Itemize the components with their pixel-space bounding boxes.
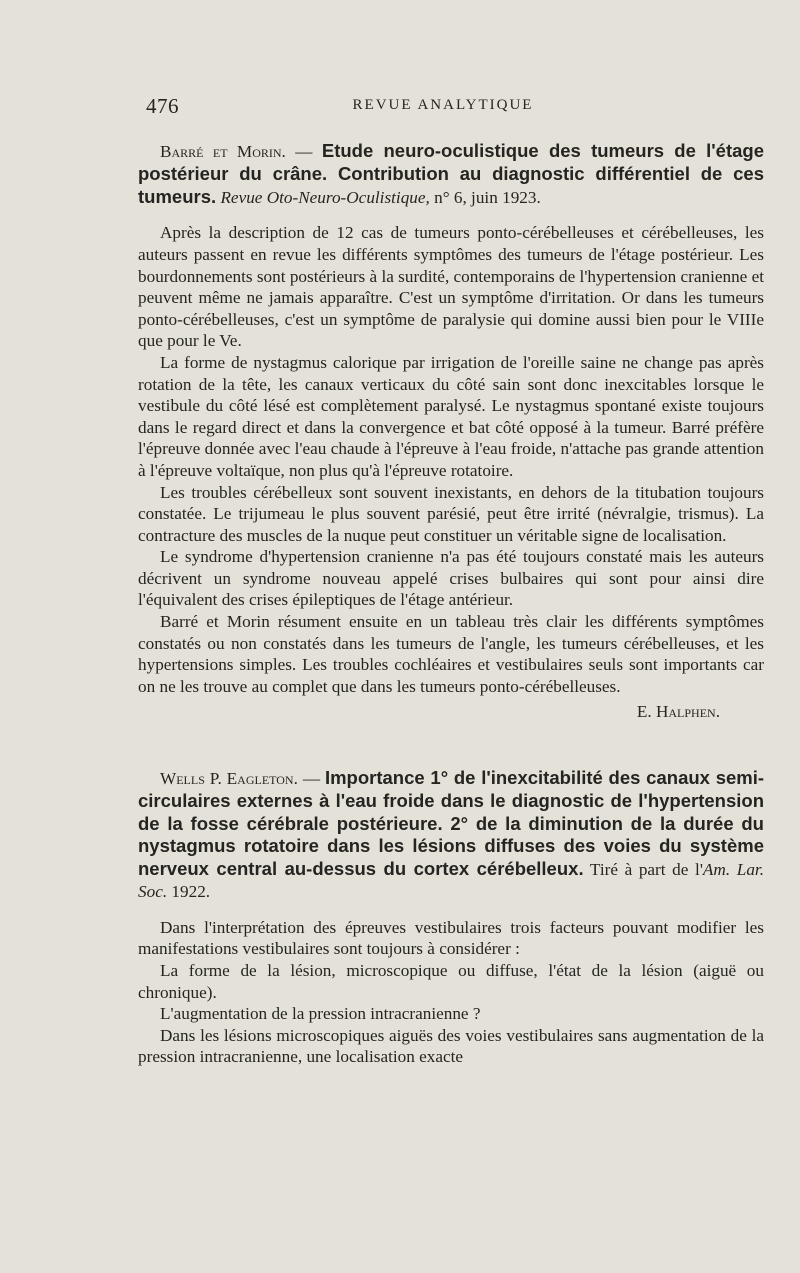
article-1-paragraph: Barré et Morin résument ensuite en un tableau très clair les différents symptômes constatés ou non constatés dans les tumeurs de l'angle, les tumeurs cérébelleuses, et les hypertensions simples. Les troubles cochléaires et vestibulaires seuls sont importants car on ne les trouve au complet que dans les tumeurs ponto-cérébelleuses. xyxy=(138,612,764,696)
article-2-paragraph: La forme de la lésion, microscopique ou diffuse, l'état de la lésion (aiguë ou chronique). xyxy=(138,961,764,1002)
running-title: REVUE ANALYTIQUE xyxy=(352,97,534,113)
page-header xyxy=(146,94,740,118)
article-2-paragraph: Dans les lésions microscopiques aiguës des voies vestibulaires sans augmentation de la pression intracranienne, une localisation exacte xyxy=(138,1025,764,1067)
article-2-dash: — xyxy=(302,769,321,789)
article-2-title: Importance 1° de l'inexcitabilité des canaux semi-circulaires externes à l'eau froide dans le diagnostic de l'hypertension de la fosse cérébrale postérieure. 2° de la diminution de la durée du nystagmus rotatoire dans les lésions diffuses des voies du système nerveux central au-dessus du cortex cérébelleux. xyxy=(138,767,765,880)
article-2-reference xyxy=(138,767,764,903)
article-1-paragraph: Le syndrome d'hypertension cranienne n'a pas été toujours constaté mais les auteurs décrivent un syndrome nouveau appelé crises bulbaires qui sont pour ainsi dire l'équivalent des crises épileptiques de l'étage antérieur. xyxy=(138,547,764,610)
article-1-details: n° 6, juin 1923. xyxy=(434,187,541,207)
article-1-authors: Barré et Morin. xyxy=(160,142,286,161)
article-1-dash: — xyxy=(295,142,313,161)
page-number: 476 xyxy=(146,94,179,118)
article-1-paragraph: Les troubles cérébelleux sont souvent inexistants, en dehors de la titubation toujours constatée. Le trijumeau le plus souvent parésié, peut être irrité (névralgie, trismus). La contracture des muscles de la nuque peut constituer un véritable signe de localisation. xyxy=(138,482,764,545)
article-1-journal: Revue Oto-Neuro-Oculistique, xyxy=(220,187,430,207)
article-2-paragraph: Dans l'interprétation des épreuves vestibulaires trois facteurs pouvant modifier les manifestations vestibulaires sont toujours à considérer : xyxy=(138,917,764,959)
article-1-paragraph: La forme de nystagmus calorique par irrigation de l'oreille saine ne change pas après rotation de la tête, les canaux verticaux du côté sain sont donc inexcitables lorsque le vestibule du côté lésé est complètement paralysé. Le nystagmus spontané existe toujours dans le regard direct et dans la convergence et bat côté opposé à la tumeur. Barré préfère l'épreuve donnée avec l'eau chaude à l'épreuve à l'eau froide, n'attache pas grande attention à l'épreuve voltaïque, non plus qu'à l'épreuve rotatoire. xyxy=(138,352,764,480)
article-1-paragraph: Après la description de 12 cas de tumeurs ponto-cérébelleuses et cérébelleuses, les auteurs passent en revue les différents symptômes des tumeurs de l'étage postérieur. Les bourdonnements sont postérieurs à la surdité, contemporains de l'hypertension cranienne et peuvent même ne jamais apparaître. C'est un symptôme d'irritation. Or dans les tumeurs ponto-cérébelleuses, c'est un symptôme de paralysie qui domine aussi bien pour le VIIIe que pour le Ve. xyxy=(138,223,764,351)
article-2-authors: Wells P. Eagleton. xyxy=(160,769,298,789)
article-1 xyxy=(138,140,764,1068)
article-1-title: Etude neuro-oculistique des tumeurs de l'étage postérieur du crâne. Contribution au diagnostic différentiel de ces tumeurs. xyxy=(138,140,765,207)
article-2-source: Tiré à part de l' xyxy=(589,860,703,880)
article-2-year: 1922. xyxy=(171,882,211,902)
article-2-journal: Am. Lar. Soc. xyxy=(138,860,764,902)
article-2-paragraph: L'augmentation de la pression intracranienne ? xyxy=(160,1004,481,1024)
article-1-signature: E. Halphen. xyxy=(636,702,720,722)
article-1-reference xyxy=(138,140,764,208)
